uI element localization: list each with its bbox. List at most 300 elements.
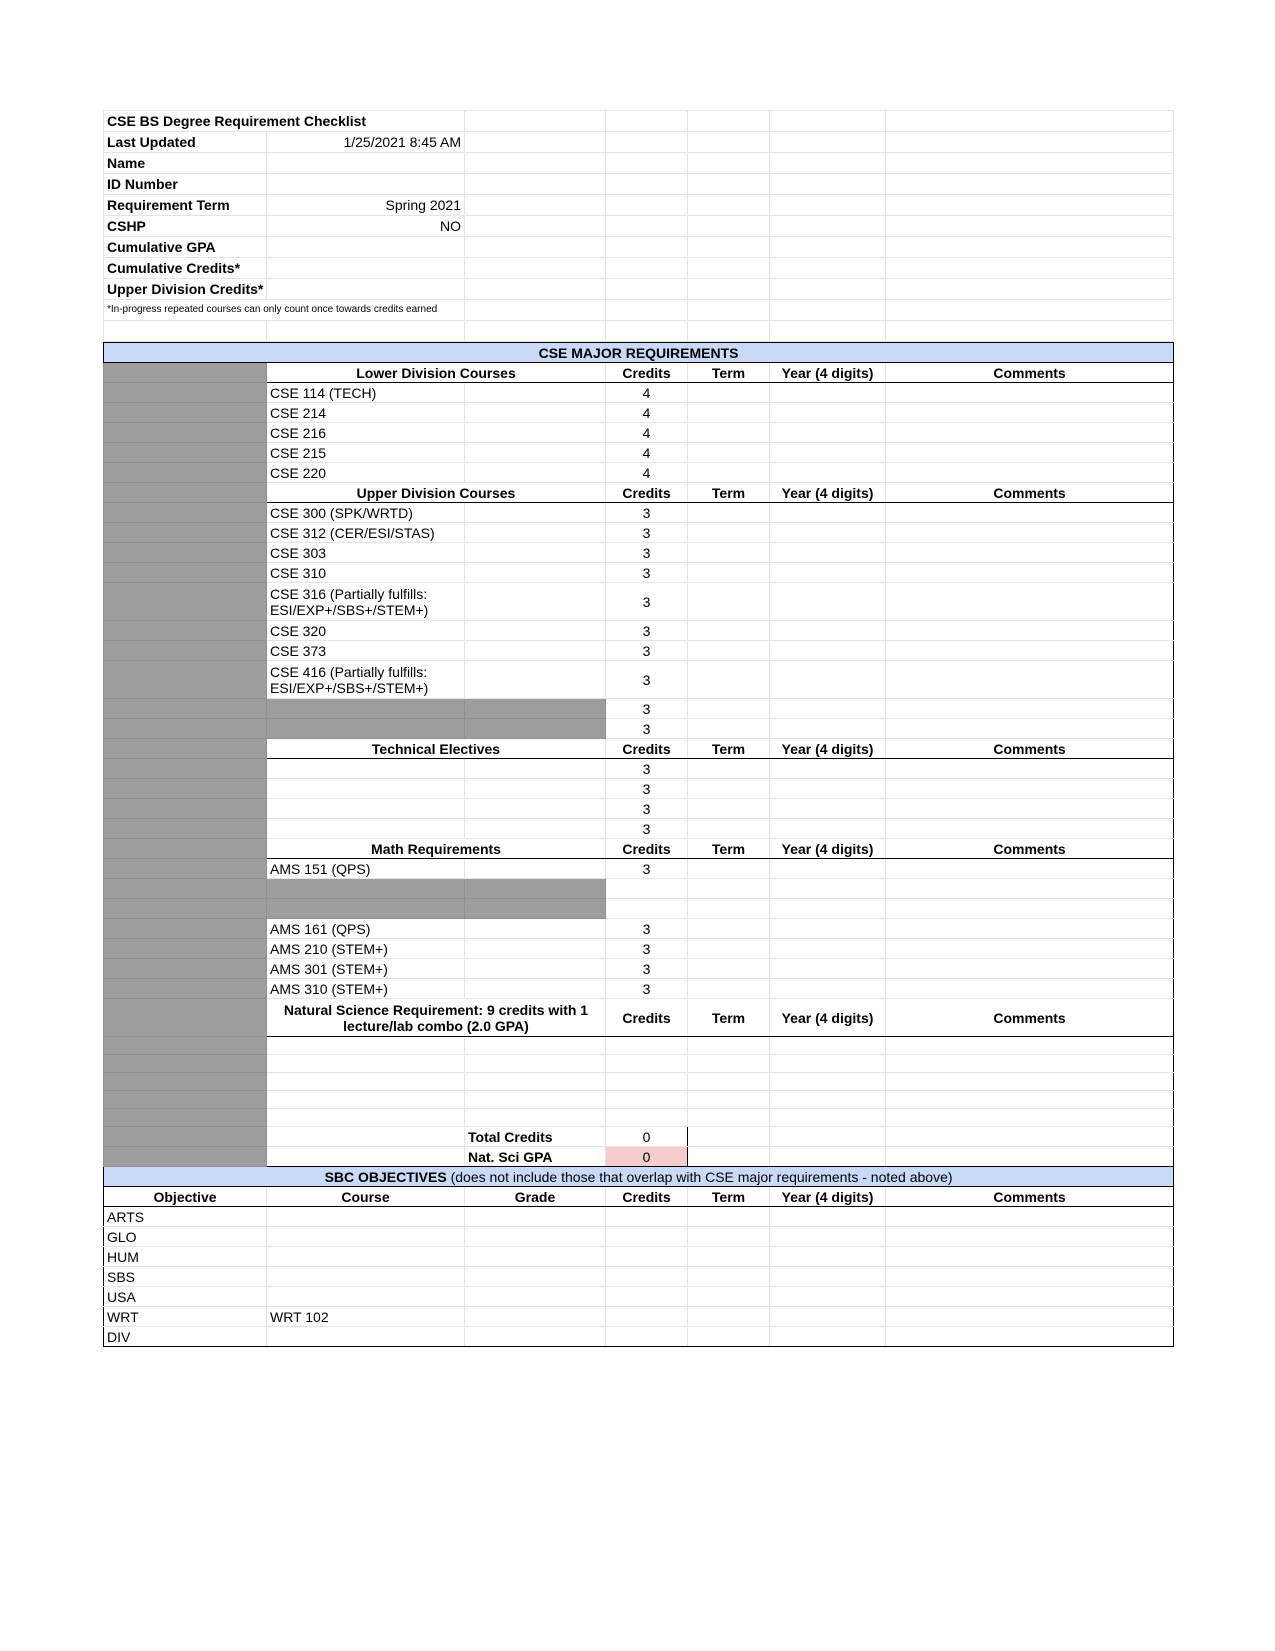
term-cell[interactable] [688, 1109, 770, 1127]
upper-division-credits-field[interactable] [267, 279, 465, 300]
course-extra-cell[interactable] [465, 383, 606, 403]
comments-cell[interactable] [886, 523, 1174, 543]
credits-cell[interactable] [606, 1055, 688, 1073]
comments-cell[interactable] [886, 661, 1174, 699]
credits-cell: 3 [606, 661, 688, 699]
comments-cell[interactable] [886, 1037, 1174, 1055]
major-requirements-banner: CSE MAJOR REQUIREMENTS [104, 343, 1174, 363]
course-cell[interactable] [267, 1247, 465, 1267]
course-extra-cell[interactable] [465, 759, 606, 779]
course-cell[interactable] [267, 899, 465, 919]
upper-division-credits-label: Upper Division Credits* [104, 279, 267, 300]
credits-cell: 3 [606, 859, 688, 879]
course-cell[interactable] [267, 1287, 465, 1307]
shaded-cell [104, 939, 267, 959]
course-extra-cell[interactable] [465, 641, 606, 661]
year-cell[interactable] [770, 443, 886, 463]
comments-cell [886, 1127, 1174, 1147]
comments-cell[interactable] [886, 503, 1174, 523]
year-cell[interactable] [770, 1307, 886, 1327]
course-extra-cell[interactable] [465, 779, 606, 799]
course-extra-cell[interactable] [465, 403, 606, 423]
credits-cell[interactable] [606, 1037, 688, 1055]
course-cell[interactable]: WRT 102 [267, 1307, 465, 1327]
year-header: Year (4 digits) [770, 999, 886, 1037]
year-cell[interactable] [770, 719, 886, 739]
course-extra-cell[interactable] [465, 1073, 606, 1091]
year-cell[interactable] [770, 699, 886, 719]
comments-cell[interactable] [886, 899, 1174, 919]
term-cell[interactable] [688, 463, 770, 483]
course-extra-cell[interactable] [465, 899, 606, 919]
table-row [104, 899, 1174, 919]
shaded-cell [104, 403, 267, 423]
year-cell[interactable] [770, 1037, 886, 1055]
year-cell[interactable] [770, 959, 886, 979]
term-cell[interactable] [688, 621, 770, 641]
course-cell[interactable]: CSE 215 [267, 443, 465, 463]
course-cell[interactable] [267, 1327, 465, 1347]
course-extra-cell[interactable] [465, 1055, 606, 1073]
comments-cell[interactable] [886, 879, 1174, 899]
term-cell[interactable] [688, 1307, 770, 1327]
term-cell[interactable] [688, 1055, 770, 1073]
comments-cell[interactable] [886, 543, 1174, 563]
term-cell[interactable] [688, 523, 770, 543]
course-extra-cell[interactable] [465, 819, 606, 839]
comments-header: Comments [886, 839, 1174, 859]
course-header: Course [267, 1187, 465, 1207]
table-row [104, 343, 1174, 363]
credits-cell[interactable] [606, 1327, 688, 1347]
term-cell[interactable] [688, 1073, 770, 1091]
course-cell[interactable]: CSE 316 (Partially fulfills: ESI/EXP+/SBS+/STEM+) [267, 583, 465, 621]
term-cell[interactable] [688, 443, 770, 463]
cumulative-credits-field[interactable] [267, 258, 465, 279]
course-cell[interactable]: CSE 114 (TECH) [267, 383, 465, 403]
course-cell[interactable] [267, 1073, 465, 1091]
year-cell[interactable] [770, 859, 886, 879]
course-cell[interactable]: AMS 301 (STEM+) [267, 959, 465, 979]
grade-cell[interactable] [465, 1207, 606, 1227]
course-cell[interactable] [267, 799, 465, 819]
term-cell[interactable] [688, 1227, 770, 1247]
year-cell[interactable] [770, 1073, 886, 1091]
year-cell[interactable] [770, 1267, 886, 1287]
course-extra-cell[interactable] [465, 879, 606, 899]
term-cell[interactable] [688, 661, 770, 699]
shaded-cell [104, 423, 267, 443]
year-cell[interactable] [770, 939, 886, 959]
table-row [104, 919, 1174, 939]
course-cell[interactable]: CSE 214 [267, 403, 465, 423]
course-cell[interactable] [267, 819, 465, 839]
course-extra-cell[interactable] [465, 621, 606, 641]
year-header: Year (4 digits) [770, 839, 886, 859]
shaded-cell [104, 1091, 267, 1109]
term-cell[interactable] [688, 383, 770, 403]
credits-cell[interactable] [606, 1073, 688, 1091]
comments-cell[interactable] [886, 959, 1174, 979]
table-row [104, 621, 1174, 641]
course-cell[interactable]: AMS 151 (QPS) [267, 859, 465, 879]
course-cell[interactable]: AMS 310 (STEM+) [267, 979, 465, 999]
course-extra-cell[interactable] [465, 523, 606, 543]
comments-cell[interactable] [886, 1287, 1174, 1307]
course-cell[interactable] [267, 879, 465, 899]
shaded-cell [104, 641, 267, 661]
grade-cell[interactable] [465, 1327, 606, 1347]
student-info-table [103, 110, 1174, 342]
shaded-cell [104, 1073, 267, 1091]
objective-cell: HUM [104, 1247, 267, 1267]
course-cell[interactable]: CSE 373 [267, 641, 465, 661]
shaded-cell [104, 443, 267, 463]
term-cell[interactable] [688, 959, 770, 979]
term-cell[interactable] [688, 503, 770, 523]
cumulative-gpa-label: Cumulative GPA [104, 237, 267, 258]
sbc-banner-note: (does not include those that overlap with CSE major requirements - noted above) [446, 1168, 953, 1185]
term-cell[interactable] [688, 859, 770, 879]
course-cell[interactable] [267, 1267, 465, 1287]
term-cell[interactable] [688, 1327, 770, 1347]
year-cell[interactable] [770, 819, 886, 839]
course-cell[interactable]: CSE 416 (Partially fulfills: ESI/EXP+/SBS+/STEM+) [267, 661, 465, 699]
year-cell [770, 1127, 886, 1147]
table-row [104, 403, 1174, 423]
comments-cell[interactable] [886, 1327, 1174, 1347]
course-cell[interactable]: AMS 210 (STEM+) [267, 939, 465, 959]
shaded-cell [104, 919, 267, 939]
table-row [104, 1109, 1174, 1127]
table-row [104, 1127, 1174, 1147]
cumulative-gpa-field[interactable] [267, 237, 465, 258]
year-cell[interactable] [770, 543, 886, 563]
course-cell[interactable] [267, 1109, 465, 1127]
comments-cell[interactable] [886, 403, 1174, 423]
term-cell[interactable] [688, 1037, 770, 1055]
table-row [104, 1073, 1174, 1091]
course-cell[interactable] [267, 1227, 465, 1247]
term-cell[interactable] [688, 1091, 770, 1109]
grade-cell[interactable] [465, 1287, 606, 1307]
comments-cell[interactable] [886, 819, 1174, 839]
comments-cell[interactable] [886, 1109, 1174, 1127]
shaded-cell [104, 363, 267, 383]
credits-cell: 3 [606, 939, 688, 959]
checklist-title: CSE BS Degree Requirement Checklist [104, 111, 465, 132]
table-row [104, 483, 1174, 503]
term-cell[interactable] [688, 1207, 770, 1227]
term-cell[interactable] [688, 1267, 770, 1287]
course-cell[interactable] [267, 699, 465, 719]
table-row [104, 799, 1174, 819]
year-cell[interactable] [770, 523, 886, 543]
year-cell[interactable] [770, 779, 886, 799]
year-cell[interactable] [770, 1327, 886, 1347]
comments-cell[interactable] [886, 1307, 1174, 1327]
year-cell[interactable] [770, 621, 886, 641]
course-extra-cell[interactable] [465, 443, 606, 463]
comments-cell[interactable] [886, 583, 1174, 621]
term-cell[interactable] [688, 879, 770, 899]
term-cell[interactable] [688, 699, 770, 719]
name-label: Name [104, 153, 267, 174]
table-row [104, 423, 1174, 443]
comments-cell[interactable] [886, 939, 1174, 959]
credits-cell[interactable] [606, 1227, 688, 1247]
course-cell[interactable] [267, 1091, 465, 1109]
course-extra-cell[interactable] [465, 799, 606, 819]
comments-header: Comments [886, 483, 1174, 503]
comments-cell[interactable] [886, 919, 1174, 939]
shaded-cell [104, 719, 267, 739]
course-extra-cell[interactable] [465, 699, 606, 719]
course-extra-cell[interactable] [465, 1091, 606, 1109]
course-extra-cell[interactable] [465, 959, 606, 979]
comments-cell[interactable] [886, 423, 1174, 443]
grade-cell[interactable] [465, 1227, 606, 1247]
table-row [104, 859, 1174, 879]
comments-cell[interactable] [886, 719, 1174, 739]
shaded-cell [104, 739, 267, 759]
course-extra-cell[interactable] [465, 543, 606, 563]
table-row [104, 443, 1174, 463]
course-extra-cell[interactable] [465, 423, 606, 443]
course-extra-cell[interactable] [465, 563, 606, 583]
year-cell[interactable] [770, 799, 886, 819]
term-cell[interactable] [688, 919, 770, 939]
year-cell[interactable] [770, 1247, 886, 1267]
comments-cell[interactable] [886, 563, 1174, 583]
course-extra-cell[interactable] [465, 859, 606, 879]
course-cell[interactable] [267, 1037, 465, 1055]
credits-header: Credits [606, 363, 688, 383]
comments-cell[interactable] [886, 463, 1174, 483]
table-row [104, 1055, 1174, 1073]
course-cell[interactable] [267, 1207, 465, 1227]
term-cell[interactable] [688, 899, 770, 919]
comments-cell[interactable] [886, 621, 1174, 641]
table-row [104, 1307, 1174, 1327]
requirement-term-label: Requirement Term [104, 195, 267, 216]
course-extra-cell[interactable] [465, 719, 606, 739]
table-row [104, 1147, 1174, 1167]
last-updated-label: Last Updated [104, 132, 267, 153]
course-extra-cell[interactable] [465, 661, 606, 699]
shaded-cell [104, 879, 267, 899]
credits-cell[interactable] [606, 1307, 688, 1327]
shaded-cell [104, 503, 267, 523]
year-cell[interactable] [770, 583, 886, 621]
cumulative-credits-label: Cumulative Credits* [104, 258, 267, 279]
comments-cell[interactable] [886, 699, 1174, 719]
course-cell[interactable]: CSE 303 [267, 543, 465, 563]
course-cell[interactable]: CSE 312 (CER/ESI/STAS) [267, 523, 465, 543]
comments-cell[interactable] [886, 1247, 1174, 1267]
comments-cell[interactable] [886, 1227, 1174, 1247]
credits-cell[interactable] [606, 1267, 688, 1287]
upper-division-header: Upper Division Courses [267, 483, 606, 503]
year-header: Year (4 digits) [770, 363, 886, 383]
term-cell[interactable] [688, 939, 770, 959]
credits-cell[interactable] [606, 1109, 688, 1127]
comments-cell[interactable] [886, 383, 1174, 403]
shaded-cell [104, 999, 267, 1037]
term-cell[interactable] [688, 543, 770, 563]
year-cell[interactable] [770, 899, 886, 919]
term-cell[interactable] [688, 563, 770, 583]
comments-cell[interactable] [886, 1267, 1174, 1287]
grade-cell[interactable] [465, 1267, 606, 1287]
grade-cell[interactable] [465, 1307, 606, 1327]
checklist-sheet [103, 110, 1173, 1347]
blank-cell [267, 1127, 465, 1147]
year-cell[interactable] [770, 641, 886, 661]
major-requirements-table [103, 342, 1174, 1347]
credits-cell: 3 [606, 699, 688, 719]
table-row [104, 563, 1174, 583]
credits-cell: 3 [606, 819, 688, 839]
cshp-value[interactable]: NO [267, 216, 465, 237]
term-cell[interactable] [688, 719, 770, 739]
course-extra-cell[interactable] [465, 1037, 606, 1055]
course-cell[interactable]: CSE 300 (SPK/WRTD) [267, 503, 465, 523]
term-cell[interactable] [688, 583, 770, 621]
comments-cell[interactable] [886, 1073, 1174, 1091]
course-cell[interactable]: AMS 161 (QPS) [267, 919, 465, 939]
year-cell[interactable] [770, 979, 886, 999]
credits-cell: 3 [606, 959, 688, 979]
credits-cell[interactable] [606, 1247, 688, 1267]
year-cell[interactable] [770, 1287, 886, 1307]
lower-division-header: Lower Division Courses [267, 363, 606, 383]
course-cell[interactable]: CSE 220 [267, 463, 465, 483]
year-cell [770, 1147, 886, 1167]
course-cell[interactable]: CSE 310 [267, 563, 465, 583]
shaded-cell [104, 899, 267, 919]
year-cell[interactable] [770, 1207, 886, 1227]
table-row [104, 1187, 1174, 1207]
comments-cell[interactable] [886, 759, 1174, 779]
comments-cell[interactable] [886, 1207, 1174, 1227]
year-cell[interactable] [770, 1227, 886, 1247]
year-cell[interactable] [770, 919, 886, 939]
term-cell [688, 1147, 770, 1167]
term-cell[interactable] [688, 641, 770, 661]
table-row [104, 739, 1174, 759]
objective-header: Objective [104, 1187, 267, 1207]
table-row [104, 1327, 1174, 1347]
table-row [104, 1037, 1174, 1055]
credits-cell[interactable] [606, 1091, 688, 1109]
year-cell[interactable] [770, 423, 886, 443]
term-cell[interactable] [688, 1287, 770, 1307]
course-cell[interactable] [267, 779, 465, 799]
year-cell[interactable] [770, 1055, 886, 1073]
course-extra-cell[interactable] [465, 979, 606, 999]
term-header: Term [688, 483, 770, 503]
credits-cell [606, 879, 688, 899]
comments-cell[interactable] [886, 1091, 1174, 1109]
term-cell[interactable] [688, 423, 770, 443]
course-extra-cell[interactable] [465, 919, 606, 939]
year-cell[interactable] [770, 1091, 886, 1109]
course-extra-cell[interactable] [465, 939, 606, 959]
year-cell[interactable] [770, 879, 886, 899]
course-cell[interactable] [267, 1055, 465, 1073]
term-cell[interactable] [688, 979, 770, 999]
course-extra-cell[interactable] [465, 463, 606, 483]
name-field[interactable] [267, 153, 465, 174]
requirement-term-value[interactable]: Spring 2021 [267, 195, 465, 216]
credits-cell: 3 [606, 779, 688, 799]
credits-footnote: *In-progress repeated courses can only count once towards credits earned [104, 300, 465, 321]
id-number-field[interactable] [267, 174, 465, 195]
table-row [104, 939, 1174, 959]
course-extra-cell[interactable] [465, 583, 606, 621]
year-cell[interactable] [770, 383, 886, 403]
comments-cell[interactable] [886, 979, 1174, 999]
term-cell[interactable] [688, 799, 770, 819]
year-cell[interactable] [770, 403, 886, 423]
course-cell[interactable]: CSE 216 [267, 423, 465, 443]
comments-header: Comments [886, 999, 1174, 1037]
comments-cell[interactable] [886, 443, 1174, 463]
term-cell[interactable] [688, 819, 770, 839]
year-cell[interactable] [770, 563, 886, 583]
term-cell[interactable] [688, 759, 770, 779]
year-cell[interactable] [770, 661, 886, 699]
comments-cell [886, 1147, 1174, 1167]
table-row [104, 1267, 1174, 1287]
course-extra-cell[interactable] [465, 503, 606, 523]
term-cell[interactable] [688, 403, 770, 423]
term-cell[interactable] [688, 779, 770, 799]
comments-cell[interactable] [886, 779, 1174, 799]
year-cell[interactable] [770, 759, 886, 779]
course-cell[interactable]: CSE 320 [267, 621, 465, 641]
shaded-cell [104, 463, 267, 483]
shaded-cell [104, 819, 267, 839]
course-cell[interactable] [267, 719, 465, 739]
course-extra-cell[interactable] [465, 1109, 606, 1127]
shaded-cell [104, 799, 267, 819]
objective-cell: DIV [104, 1327, 267, 1347]
comments-cell[interactable] [886, 859, 1174, 879]
total-credits-label: Total Credits [465, 1127, 606, 1147]
year-cell[interactable] [770, 1109, 886, 1127]
comments-cell[interactable] [886, 799, 1174, 819]
grade-header: Grade [465, 1187, 606, 1207]
credits-cell: 3 [606, 719, 688, 739]
credits-cell[interactable] [606, 1287, 688, 1307]
credits-cell: 3 [606, 523, 688, 543]
table-row [104, 1247, 1174, 1267]
course-cell[interactable] [267, 759, 465, 779]
year-cell[interactable] [770, 503, 886, 523]
id-number-label: ID Number [104, 174, 267, 195]
grade-cell[interactable] [465, 1247, 606, 1267]
comments-cell[interactable] [886, 1055, 1174, 1073]
credits-cell[interactable] [606, 1207, 688, 1227]
shaded-cell [104, 563, 267, 583]
term-cell[interactable] [688, 1247, 770, 1267]
year-cell[interactable] [770, 463, 886, 483]
term-header: Term [688, 839, 770, 859]
shaded-cell [104, 621, 267, 641]
comments-cell[interactable] [886, 641, 1174, 661]
